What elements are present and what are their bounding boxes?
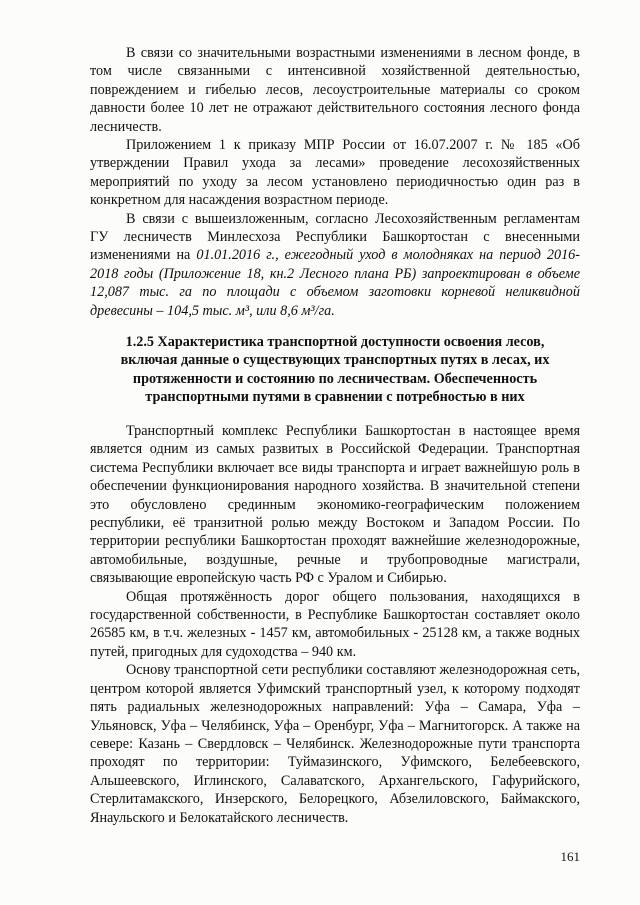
- paragraph: Приложением 1 к приказу МПР России от 16.07.2007 г. № 185 «Об утверждении Правил ухода за лесами» проведение лесохозяйственных мероприятий по уходу за лесом установлено периодичностью один раз в конкретном для насаждения возрастном периоде.: [90, 137, 580, 209]
- page-number: 161: [560, 849, 580, 864]
- paragraph: Общая протяжённость дорог общего пользования, находящихся в государственной собственности, в Республике Башкортостан составляет около 26585 км, в т.ч. железных - 1457 км, автомобильных - 25128 км, а также водных путей, пригодных для судоходства – 940 км.: [90, 588, 580, 660]
- paragraph: Транспортный комплекс Республики Башкортостан в настоящее время является одним из самых развитых в Российской Федерации. Транспортная система Республики включает все виды транспорта и играет важнейшую роль в обеспечении функционирования народного хозяйства. В значительной степени это обусловлено срединным экономико-географическим положением республики, её транзитной ролью между Востоком и Западом России. По территории республики Башкортостан проходят важнейшие железнодорожные, автомобильные, воздушные, речные и трубопроводные магистрали, связывающие европейскую часть РФ с Уралом и Сибирью.: [90, 423, 580, 587]
- paragraph-plain-text: В связи с вышеизложенным, согласно Лесохозяйственным регламентам ГУ лесничеств Минлесхоза Республики Башкортостан с внесенными изменениями на: [90, 210, 580, 264]
- paragraph: [90, 210, 580, 320]
- paragraph-italic-text: 01.01.2016 г., ежегодный уход в молодняках на период 2016-2018 годы (Приложение 18, кн.2 Лесного плана РБ) запроектирован в объеме 12,087 тыс. га по площади с объемом заготовки корневой неликвидной древесины – 104,5 тыс. м³, или 8,6 м³/га.: [90, 247, 580, 319]
- text-block-bottom: [90, 422, 580, 827]
- section-heading: 1.2.5 Характеристика транспортной доступности освоения лесов, включая данные о существующих транспортных путях в лесах, их протяженности и состоянию по лесничествам. Обеспеченность транспортными путями в сравнении с потребностью в них: [120, 334, 550, 406]
- paragraph: В связи со значительными возрастными изменениями в лесном фонде, в том числе связанными с интенсивной хозяйственной деятельностью, повреждением и гибелью лесов, лесоустроительные материалы со сроком давности более 10 лет не отражают действительного состояния лесного фонда лесничеств.: [90, 45, 580, 135]
- text-block-top: [90, 44, 580, 320]
- paragraph: Основу транспортной сети республики составляют железнодорожная сеть, центром которой является Уфимский транспортный узел, к которому подходят пять радиальных железнодорожных направлений: Уфа – Самара, Уфа – Ульяновск, Уфа – Челябинск, Уфа – Оренбург, Уфа – Магнитогорск. А также на севере: Казань – Свердловск – Челябинск. Железнодорожные пути транспорта проходят по территории: Туймазинского, Уфимского, Белебеевского, Альшеевского, Иглинского, Салаватского, Архангельского, Гафурийского, Стерлитамакского, Инзерского, Белорецкого, Абзелиловского, Баймакского, Янаульского и Белокатайского лесничеств.: [90, 662, 580, 826]
